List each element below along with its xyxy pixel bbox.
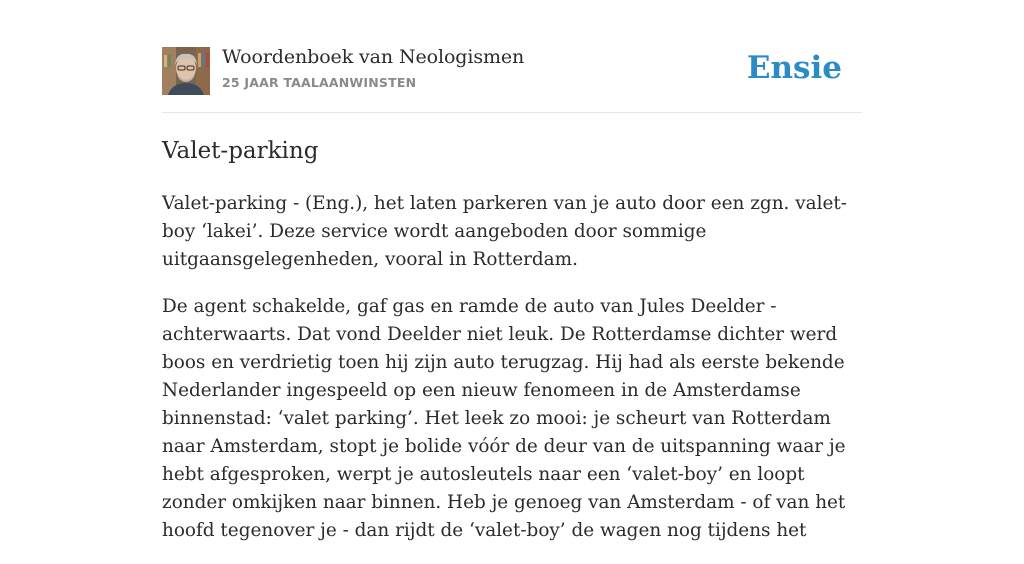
author-portrait-icon [162,47,210,95]
entry-paragraph-definition: Valet-parking - (Eng.), het laten parkeren van je auto door een zgn. valet-boy ‘lakei’. Deze service wordt aangeboden door sommige uitgaansgelegenheden, vooral in Rotterdam. [162,193,847,270]
entry-paragraph-quote: De agent schakelde, gaf gas en ramde de auto van Jules Deelder - achterwaarts. Dat vond Deelder niet leuk. De Rotterdamse dichter werd boos en verdrietig toen hij zijn auto terugzag. Hij had als eerste bekende Nederlander ingespeeld op een nieuw fenomeen in de Amsterdamse binnenstad: ‘valet parking’. Het leek zo mooi: je scheurt van Rotterdam naar Amsterdam, stopt je bolide vóór de deur van de uitspanning waar je hebt afgesproken, werpt je autosleutels naar een ‘valet-boy’ en loopt zonder omkijken naar binnen. Heb je genoeg van Amsterdam - of van het hoofd tegenover je - dan rijdt de ‘valet-boy’ de wagen nog tijdens het [162,296,846,541]
site-title[interactable]: Woordenboek van Neologismen [222,46,525,68]
avatar[interactable] [162,47,210,95]
site-subtitle: 25 JAAR TAALAANWINSTEN [222,75,417,90]
entry-body [162,190,862,564]
header [162,0,862,113]
ensie-logo-link[interactable]: Ensie [746,50,842,86]
content-container [162,0,862,541]
entry-title: Valet-parking [162,138,319,164]
